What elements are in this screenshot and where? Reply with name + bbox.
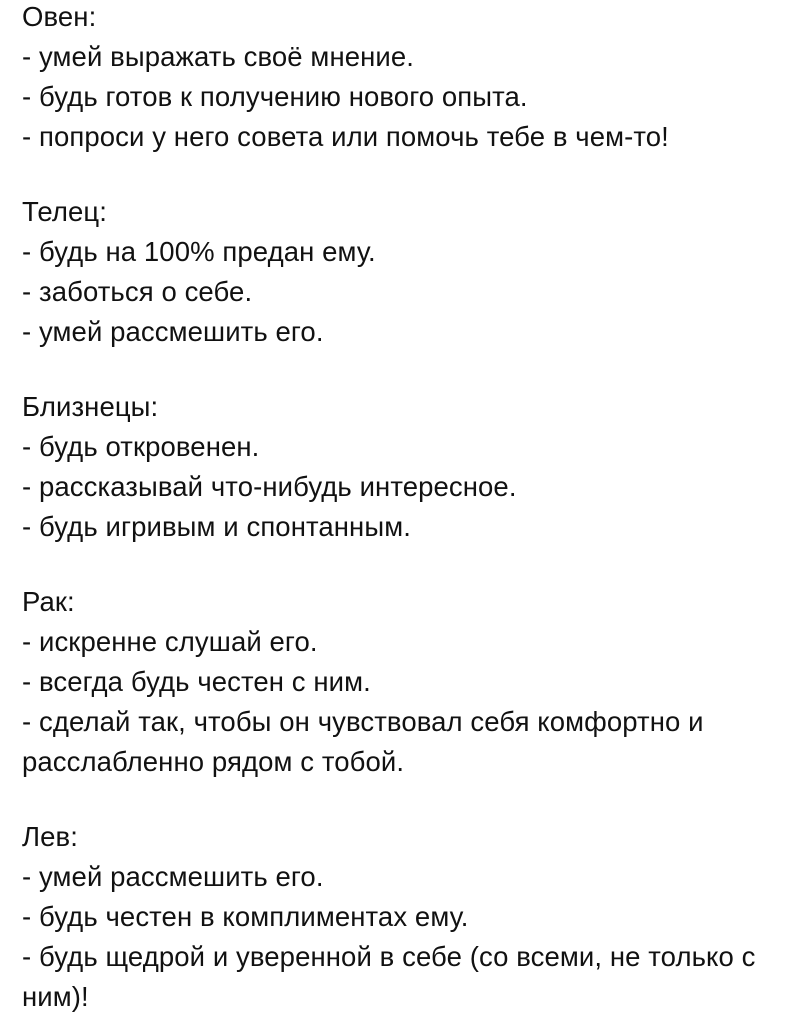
section-heading: Овен: bbox=[22, 1, 97, 32]
list-item: - сделай так, чтобы он чувствовал себя комфортно и расслабленно рядом с тобой. bbox=[22, 706, 704, 777]
list-item: - будь готов к получению нового опыта. bbox=[22, 81, 528, 112]
list-item: - будь на 100% предан ему. bbox=[22, 236, 376, 267]
list-item: - умей рассмешить его. bbox=[22, 861, 324, 892]
list-item: - попроси у него совета или помочь тебе в чем-то! bbox=[22, 121, 669, 152]
section-heading: Лев: bbox=[22, 821, 78, 852]
list-item: - умей рассмешить его. bbox=[22, 316, 324, 347]
list-item: - будь честен в комплиментах ему. bbox=[22, 901, 469, 932]
list-item: - умей выражать своё мнение. bbox=[22, 41, 415, 72]
list-item: - будь игривым и спонтанным. bbox=[22, 511, 411, 542]
list-item: - будь щедрой и уверенной в себе (со всеми, не только с ним)! bbox=[22, 941, 756, 1012]
section-lev bbox=[22, 817, 792, 1017]
section-heading: Рак: bbox=[22, 586, 75, 617]
section-oven bbox=[22, 0, 669, 157]
list-item: - искренне слушай его. bbox=[22, 626, 318, 657]
section-heading: Близнецы: bbox=[22, 391, 159, 422]
section-heading: Телец: bbox=[22, 196, 107, 227]
section-telec bbox=[22, 192, 376, 352]
list-item: - заботься о себе. bbox=[22, 276, 253, 307]
list-item: - будь откровенен. bbox=[22, 431, 260, 462]
list-item: - рассказывай что-нибудь интересное. bbox=[22, 471, 517, 502]
list-item: - всегда будь честен с ним. bbox=[22, 666, 371, 697]
section-bliznecy bbox=[22, 387, 517, 547]
section-rak bbox=[22, 582, 792, 782]
